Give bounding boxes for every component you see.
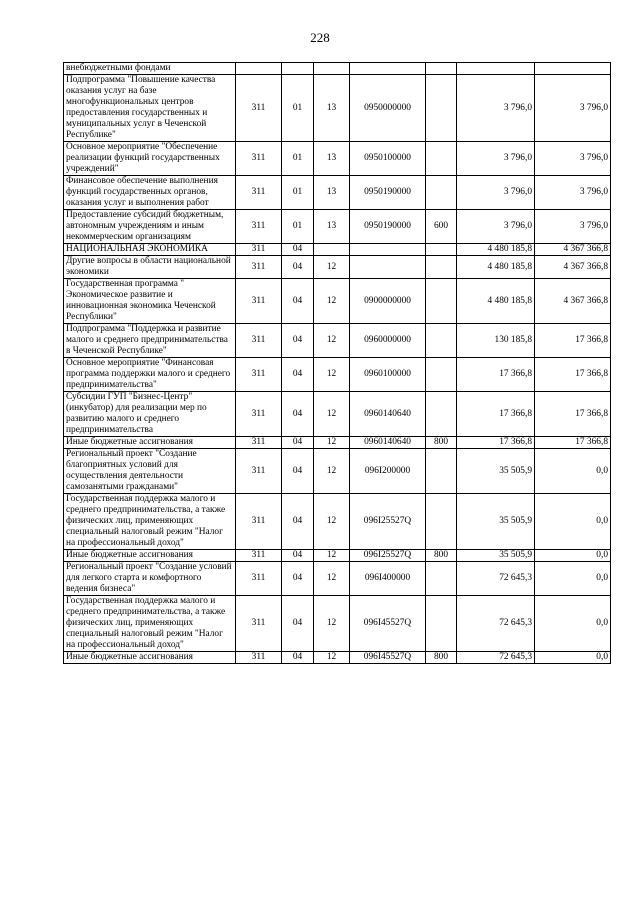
row-target-article-cell: 0900000000 — [350, 279, 426, 324]
row-sum-year1-cell: 35 505,9 — [457, 494, 535, 550]
row-target-article-cell: 0960100000 — [350, 358, 426, 392]
row-sum-year2-cell: 17 366,8 — [535, 358, 611, 392]
row-subsection-cell — [314, 244, 350, 256]
row-section-cell — [282, 63, 314, 75]
row-section-cell: 04 — [282, 324, 314, 358]
row-expense-type-cell: 600 — [426, 210, 457, 244]
row-sum-year1-cell: 35 505,9 — [457, 449, 535, 494]
table-row — [64, 652, 611, 664]
table-row — [64, 358, 611, 392]
row-grbs-cell: 311 — [236, 652, 282, 664]
table-row — [64, 437, 611, 449]
row-name-cell: Иные бюджетные ассигнования — [64, 550, 236, 562]
row-subsection-cell: 13 — [314, 142, 350, 176]
row-name-cell: Предоставление субсидий бюджетным, автономным учреждениям и иным некоммерческим организациям — [64, 210, 236, 244]
row-grbs-cell: 311 — [236, 176, 282, 210]
row-subsection-cell: 13 — [314, 176, 350, 210]
row-sum-year1-cell: 72 645,3 — [457, 596, 535, 652]
row-expense-type-cell — [426, 256, 457, 279]
row-sum-year2-cell: 4 367 366,8 — [535, 279, 611, 324]
table-row — [64, 244, 611, 256]
row-target-article-cell: 0950100000 — [350, 142, 426, 176]
row-sum-year2-cell: 17 366,8 — [535, 324, 611, 358]
row-target-article-cell: 096I45527Q — [350, 596, 426, 652]
row-sum-year2-cell: 0,0 — [535, 550, 611, 562]
row-sum-year1-cell: 35 505,9 — [457, 550, 535, 562]
row-section-cell: 04 — [282, 652, 314, 664]
table-body — [64, 63, 611, 664]
row-subsection-cell: 12 — [314, 596, 350, 652]
row-name-cell: Государственная поддержка малого и среднего предпринимательства, а также физических лиц, применяющих специальный налоговый режим "Налог на профессиональный доход" — [64, 596, 236, 652]
row-subsection-cell: 12 — [314, 494, 350, 550]
row-sum-year1-cell: 72 645,3 — [457, 652, 535, 664]
row-target-article-cell — [350, 256, 426, 279]
row-grbs-cell: 311 — [236, 142, 282, 176]
table-row — [64, 449, 611, 494]
row-section-cell: 04 — [282, 244, 314, 256]
row-name-cell: Государственная поддержка малого и среднего предпринимательства, а также физических лиц, применяющих специальный налоговый режим "Налог на профессиональный доход" — [64, 494, 236, 550]
row-grbs-cell: 311 — [236, 449, 282, 494]
row-sum-year2-cell: 3 796,0 — [535, 142, 611, 176]
row-sum-year2-cell: 3 796,0 — [535, 210, 611, 244]
row-sum-year2-cell: 0,0 — [535, 562, 611, 596]
row-section-cell: 04 — [282, 494, 314, 550]
row-name-cell: Основное мероприятие "Обеспечение реализации функций государственных учреждений" — [64, 142, 236, 176]
table-row — [64, 176, 611, 210]
row-name-cell: Субсидии ГУП "Бизнес-Центр" (инкубатор) для реализации мер по развитию малого и среднего предпринимательства — [64, 392, 236, 437]
row-subsection-cell: 12 — [314, 562, 350, 596]
row-name-cell: Подпрограмма "Повышение качества оказания услуг на базе многофункциональных центров предоставления государственных и муниципальных услуг в Чеченской Республике" — [64, 75, 236, 142]
row-target-article-cell: 0960000000 — [350, 324, 426, 358]
row-grbs-cell: 311 — [236, 562, 282, 596]
row-name-cell: Другие вопросы в области национальной экономики — [64, 256, 236, 279]
table-row — [64, 324, 611, 358]
page-number: 228 — [310, 30, 330, 45]
row-expense-type-cell: 800 — [426, 652, 457, 664]
row-sum-year1-cell: 4 480 185,8 — [457, 256, 535, 279]
row-target-article-cell: 096I200000 — [350, 449, 426, 494]
row-grbs-cell: 311 — [236, 244, 282, 256]
row-expense-type-cell — [426, 244, 457, 256]
row-expense-type-cell: 800 — [426, 550, 457, 562]
row-sum-year1-cell: 4 480 185,8 — [457, 279, 535, 324]
row-sum-year1-cell: 3 796,0 — [457, 176, 535, 210]
row-sum-year2-cell: 0,0 — [535, 494, 611, 550]
row-sum-year2-cell: 4 367 366,8 — [535, 256, 611, 279]
row-sum-year1-cell: 17 366,8 — [457, 392, 535, 437]
row-section-cell: 04 — [282, 449, 314, 494]
row-section-cell: 01 — [282, 176, 314, 210]
row-name-cell: Иные бюджетные ассигнования — [64, 652, 236, 664]
row-section-cell: 04 — [282, 392, 314, 437]
row-expense-type-cell — [426, 279, 457, 324]
table-row — [64, 550, 611, 562]
table-row — [64, 596, 611, 652]
row-subsection-cell: 12 — [314, 324, 350, 358]
row-expense-type-cell: 800 — [426, 437, 457, 449]
row-section-cell: 04 — [282, 437, 314, 449]
row-subsection-cell: 12 — [314, 279, 350, 324]
row-subsection-cell: 12 — [314, 652, 350, 664]
row-section-cell: 04 — [282, 562, 314, 596]
row-section-cell: 01 — [282, 142, 314, 176]
row-target-article-cell: 0950190000 — [350, 210, 426, 244]
row-grbs-cell: 311 — [236, 596, 282, 652]
row-expense-type-cell — [426, 449, 457, 494]
table-row — [64, 256, 611, 279]
row-name-cell: Региональный проект "Создание условий для легкого старта и комфортного ведения бизнеса" — [64, 562, 236, 596]
row-sum-year1-cell — [457, 63, 535, 75]
row-sum-year2-cell: 0,0 — [535, 449, 611, 494]
table-row — [64, 494, 611, 550]
row-sum-year2-cell: 0,0 — [535, 652, 611, 664]
row-sum-year1-cell: 4 480 185,8 — [457, 244, 535, 256]
row-grbs-cell: 311 — [236, 75, 282, 142]
table-row — [64, 562, 611, 596]
row-target-article-cell: 096I45527Q — [350, 652, 426, 664]
row-subsection-cell: 12 — [314, 449, 350, 494]
row-grbs-cell: 311 — [236, 437, 282, 449]
row-name-cell: Основное мероприятие "Финансовая программа поддержки малого и среднего предпринимательства" — [64, 358, 236, 392]
table-row — [64, 63, 611, 75]
row-subsection-cell: 13 — [314, 75, 350, 142]
row-expense-type-cell — [426, 75, 457, 142]
row-target-article-cell: 096I400000 — [350, 562, 426, 596]
row-sum-year2-cell — [535, 63, 611, 75]
row-expense-type-cell — [426, 596, 457, 652]
table-row — [64, 279, 611, 324]
row-target-article-cell — [350, 244, 426, 256]
row-sum-year2-cell: 3 796,0 — [535, 176, 611, 210]
row-target-article-cell: 096I25527Q — [350, 494, 426, 550]
row-sum-year2-cell: 0,0 — [535, 596, 611, 652]
row-sum-year1-cell: 3 796,0 — [457, 210, 535, 244]
row-subsection-cell — [314, 63, 350, 75]
table-row — [64, 210, 611, 244]
table-row — [64, 75, 611, 142]
row-subsection-cell: 12 — [314, 437, 350, 449]
row-grbs-cell: 311 — [236, 494, 282, 550]
table-row — [64, 142, 611, 176]
row-expense-type-cell — [426, 176, 457, 210]
row-target-article-cell: 0960140640 — [350, 392, 426, 437]
row-subsection-cell: 13 — [314, 210, 350, 244]
budget-table — [63, 62, 611, 664]
row-section-cell: 01 — [282, 210, 314, 244]
row-expense-type-cell — [426, 358, 457, 392]
row-subsection-cell: 12 — [314, 392, 350, 437]
row-grbs-cell: 311 — [236, 256, 282, 279]
row-section-cell: 04 — [282, 256, 314, 279]
row-section-cell: 01 — [282, 75, 314, 142]
row-sum-year1-cell: 72 645,3 — [457, 562, 535, 596]
row-name-cell: Государственная программа " Экономическое развитие и инновационная экономика Чеченской Республики" — [64, 279, 236, 324]
row-grbs-cell: 311 — [236, 550, 282, 562]
row-sum-year2-cell: 3 796,0 — [535, 75, 611, 142]
row-name-cell: Финансовое обеспечение выполнения функций государственных органов, оказания услуг и выполнения работ — [64, 176, 236, 210]
row-target-article-cell: 096I25527Q — [350, 550, 426, 562]
row-grbs-cell: 311 — [236, 210, 282, 244]
row-expense-type-cell — [426, 562, 457, 596]
row-sum-year1-cell: 3 796,0 — [457, 75, 535, 142]
row-name-cell: НАЦИОНАЛЬНАЯ ЭКОНОМИКА — [64, 244, 236, 256]
row-grbs-cell: 311 — [236, 392, 282, 437]
row-subsection-cell: 12 — [314, 256, 350, 279]
row-expense-type-cell — [426, 142, 457, 176]
row-section-cell: 04 — [282, 596, 314, 652]
row-subsection-cell: 12 — [314, 358, 350, 392]
table-row — [64, 392, 611, 437]
row-section-cell: 04 — [282, 279, 314, 324]
row-target-article-cell: 0960140640 — [350, 437, 426, 449]
row-grbs-cell: 311 — [236, 279, 282, 324]
row-expense-type-cell — [426, 392, 457, 437]
row-grbs-cell: 311 — [236, 358, 282, 392]
row-section-cell: 04 — [282, 358, 314, 392]
row-section-cell: 04 — [282, 550, 314, 562]
row-expense-type-cell — [426, 63, 457, 75]
row-expense-type-cell — [426, 494, 457, 550]
row-sum-year1-cell: 130 185,8 — [457, 324, 535, 358]
row-name-cell: Региональный проект "Создание благоприятных условий для осуществления деятельности самозанятыми гражданами" — [64, 449, 236, 494]
row-target-article-cell: 0950190000 — [350, 176, 426, 210]
row-grbs-cell: 311 — [236, 324, 282, 358]
row-expense-type-cell — [426, 324, 457, 358]
row-target-article-cell: 0950000000 — [350, 75, 426, 142]
row-grbs-cell — [236, 63, 282, 75]
row-subsection-cell: 12 — [314, 550, 350, 562]
row-target-article-cell — [350, 63, 426, 75]
row-sum-year2-cell: 17 366,8 — [535, 392, 611, 437]
row-name-cell: Иные бюджетные ассигнования — [64, 437, 236, 449]
row-sum-year2-cell: 17 366,8 — [535, 437, 611, 449]
row-sum-year1-cell: 3 796,0 — [457, 142, 535, 176]
row-sum-year1-cell: 17 366,8 — [457, 437, 535, 449]
row-name-cell: Подпрограмма "Поддержка и развитие малого и среднего предпринимательства в Чеченской Республике" — [64, 324, 236, 358]
row-sum-year2-cell: 4 367 366,8 — [535, 244, 611, 256]
row-name-cell: внебюджетными фондами — [64, 63, 236, 75]
row-sum-year1-cell: 17 366,8 — [457, 358, 535, 392]
